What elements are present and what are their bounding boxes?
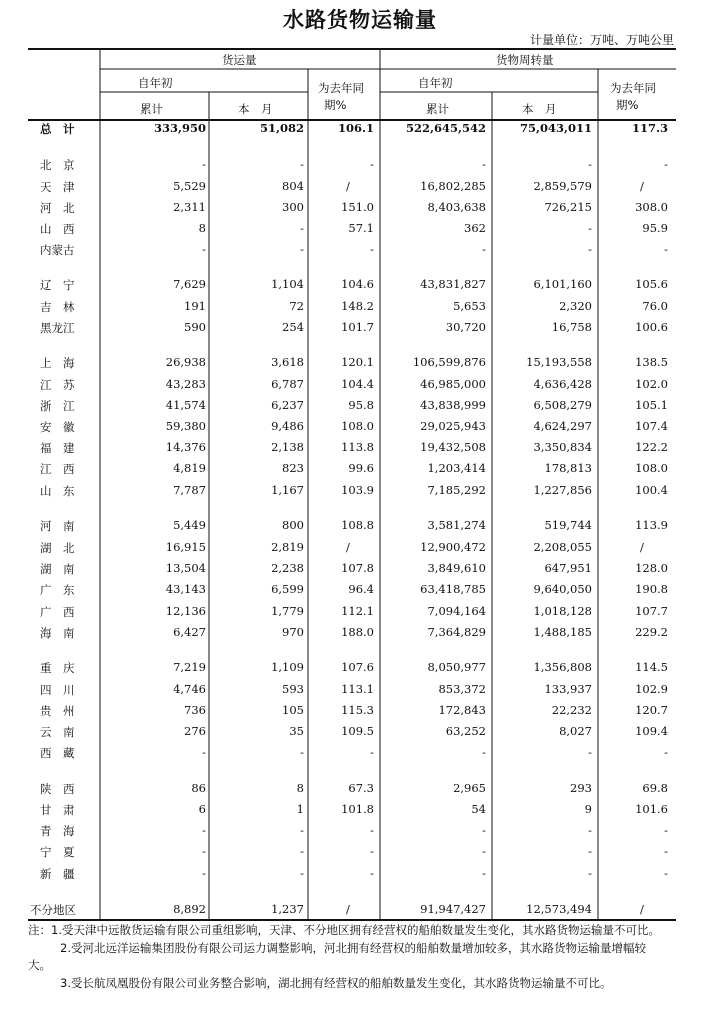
table-row	[0, 179, 720, 199]
table-row	[0, 157, 720, 177]
cell-col-3: 67.3	[348, 781, 374, 795]
cell-col-5: 8,027	[559, 724, 592, 738]
cell-col-4: -	[482, 157, 486, 171]
cell-col-5: -	[588, 221, 592, 235]
cell-col-3: 112.1	[341, 604, 374, 618]
cell-col-1: -	[202, 242, 206, 256]
cell-col-3: -	[370, 844, 374, 858]
cell-col-5: 6,508,279	[533, 398, 592, 412]
cell-col-6: /	[640, 902, 644, 916]
cell-col-5: 1,227,856	[533, 483, 592, 497]
cell-col-3: 108.8	[341, 518, 374, 532]
cell-col-4: -	[482, 866, 486, 880]
cell-col-2: 6,237	[271, 398, 304, 412]
cell-col-2: 970	[282, 625, 304, 639]
cell-col-3: 113.1	[341, 682, 374, 696]
table-row	[0, 745, 720, 765]
region-label: 上 海	[40, 356, 75, 370]
region-label: 西 藏	[40, 746, 75, 760]
region-label: 不分地区	[30, 903, 76, 917]
cell-col-4: 46,985,000	[420, 377, 486, 391]
cell-col-2: 72	[289, 299, 304, 313]
cell-col-5: -	[588, 866, 592, 880]
cell-col-4: 8,050,977	[427, 660, 486, 674]
cell-col-1: 4,819	[173, 461, 206, 475]
cell-col-1: 6,427	[173, 625, 206, 639]
header-this-month-2: 本 月	[522, 102, 557, 116]
cell-col-5: 9,640,050	[533, 582, 592, 596]
table-row	[0, 483, 720, 503]
cell-col-6: -	[664, 242, 668, 256]
cell-col-5: -	[588, 844, 592, 858]
cell-col-1: 41,574	[165, 398, 206, 412]
region-label: 宁 夏	[40, 845, 75, 859]
cell-col-2: 823	[282, 461, 304, 475]
cell-col-2: 1,104	[271, 277, 304, 291]
region-label: 山 东	[40, 484, 75, 498]
cell-col-1: 8,892	[173, 902, 206, 916]
cell-col-4: 43,838,999	[420, 398, 486, 412]
cell-col-5: 133,937	[544, 682, 592, 696]
cell-col-1: -	[202, 157, 206, 171]
region-label: 贵 州	[40, 704, 75, 718]
cell-col-1: 43,283	[165, 377, 206, 391]
table-row	[0, 299, 720, 319]
cell-col-5: 1,356,808	[533, 660, 592, 674]
cell-col-5: 2,859,579	[533, 179, 592, 193]
table-row	[0, 823, 720, 843]
cell-col-6: /	[640, 540, 644, 554]
region-label: 广 东	[40, 583, 75, 597]
cell-col-1: 16,915	[165, 540, 206, 554]
cell-col-2: 2,238	[271, 561, 304, 575]
cell-col-3: 104.4	[341, 377, 374, 391]
cell-col-5: 22,232	[551, 703, 592, 717]
cell-col-4: 91,947,427	[420, 902, 486, 916]
cell-col-2: 105	[282, 703, 304, 717]
cell-col-6: 69.8	[642, 781, 668, 795]
cell-col-6: 114.5	[635, 660, 668, 674]
cell-col-3: 113.8	[341, 440, 374, 454]
table-row	[0, 518, 720, 538]
table-row	[0, 561, 720, 581]
cell-col-5: 16,758	[551, 320, 592, 334]
cell-col-6: 122.2	[635, 440, 668, 454]
cell-col-4: -	[482, 242, 486, 256]
cell-col-5: 1,018,128	[533, 604, 592, 618]
cell-col-5: -	[588, 823, 592, 837]
cell-col-1: 8	[198, 221, 206, 235]
cell-col-3: /	[346, 540, 350, 554]
cell-col-2: 2,138	[271, 440, 304, 454]
note-3: 3.受长航凤凰股份有限公司业务整合影响，湖北拥有经营权的船舶数量发生变化，其水路货物运输量不可比。	[60, 975, 612, 990]
cell-col-6: 76.0	[642, 299, 668, 313]
cell-col-6: 105.1	[635, 398, 668, 412]
cell-col-5: 9	[584, 802, 592, 816]
cell-col-6: 95.9	[642, 221, 668, 235]
cell-col-3: /	[346, 902, 350, 916]
cell-col-2: 1,779	[271, 604, 304, 618]
cell-col-4: 29,025,943	[420, 419, 486, 433]
cell-col-1: 2,311	[173, 200, 206, 214]
cell-col-3: 151.0	[341, 200, 374, 214]
cell-col-6: -	[664, 844, 668, 858]
region-label: 陕 西	[40, 782, 75, 796]
cell-col-6: 105.6	[635, 277, 668, 291]
cell-col-4: 16,802,285	[420, 179, 486, 193]
cell-col-1: 6	[198, 802, 206, 816]
region-label: 福 建	[40, 441, 75, 455]
cell-col-1: 12,136	[165, 604, 206, 618]
table-row	[0, 703, 720, 723]
cell-col-3: 115.3	[341, 703, 374, 717]
cell-col-6: 107.7	[635, 604, 668, 618]
header-this-month-1: 本 月	[238, 102, 273, 116]
cell-col-4: 12,900,472	[420, 540, 486, 554]
cell-col-3: 120.1	[341, 355, 374, 369]
cell-col-1: 276	[184, 724, 206, 738]
cell-col-1: 736	[184, 703, 206, 717]
cell-col-3: 107.6	[341, 660, 374, 674]
table-row	[0, 355, 720, 375]
cell-col-1: 7,629	[173, 277, 206, 291]
cell-col-5: 4,636,428	[533, 377, 592, 391]
cell-col-4: 7,185,292	[427, 483, 486, 497]
cell-col-3: 148.2	[341, 299, 374, 313]
cell-col-2: -	[300, 745, 304, 759]
region-label: 辽 宁	[40, 278, 75, 292]
cell-col-4: 7,094,164	[427, 604, 486, 618]
header-yoy-1a: 为去年同	[318, 81, 364, 95]
cell-col-5: 3,350,834	[533, 440, 592, 454]
cell-col-2: 8	[296, 781, 304, 795]
cell-col-6: 102.9	[635, 682, 668, 696]
cell-col-1: 59,380	[165, 419, 206, 433]
cell-col-1: 7,787	[173, 483, 206, 497]
cell-col-5: 6,101,160	[533, 277, 592, 291]
header-yoy-1b: 期%	[324, 98, 347, 112]
table-row	[0, 277, 720, 297]
cell-col-1: 26,938	[165, 355, 206, 369]
cell-col-2: 6,787	[271, 377, 304, 391]
cell-col-3: 107.8	[341, 561, 374, 575]
cell-col-4: 362	[464, 221, 486, 235]
cell-col-6: 120.7	[635, 703, 668, 717]
cell-col-2: 1,109	[271, 660, 304, 674]
cell-col-2: -	[300, 242, 304, 256]
region-label: 浙 江	[40, 399, 75, 413]
cell-col-5: -	[588, 242, 592, 256]
table-row	[0, 604, 720, 624]
cell-col-4: 8,403,638	[427, 200, 486, 214]
region-label: 重 庆	[40, 661, 75, 675]
region-label: 安 徽	[40, 420, 75, 434]
cell-col-6: 128.0	[635, 561, 668, 575]
unit-label: 计量单位：万吨、万吨公里	[529, 33, 674, 47]
cell-col-2: 1,167	[271, 483, 304, 497]
cell-col-3: 109.5	[341, 724, 374, 738]
cell-col-1: 4,746	[173, 682, 206, 696]
cell-col-3: 57.1	[348, 221, 374, 235]
region-label: 湖 南	[40, 562, 75, 576]
cell-col-6: 102.0	[635, 377, 668, 391]
page-title: 水路货物运输量	[283, 8, 437, 32]
region-label: 北 京	[40, 158, 75, 172]
cell-col-4: 43,831,827	[420, 277, 486, 291]
note-1: 注：1.受天津中远散货运输有限公司重组影响，天津、不分地区拥有经营权的船舶数量发生变化，其水路货物运输量不可比。	[28, 923, 660, 937]
cell-col-4: -	[482, 745, 486, 759]
cell-col-6: 100.4	[635, 483, 668, 497]
cell-col-5: -	[588, 745, 592, 759]
cell-col-6: -	[664, 157, 668, 171]
region-label: 海 南	[40, 626, 75, 640]
cell-col-3: 188.0	[341, 625, 374, 639]
cell-col-4: 853,372	[438, 682, 486, 696]
table-row	[0, 682, 720, 702]
cell-col-2: 6,599	[271, 582, 304, 596]
cell-col-2: 300	[282, 200, 304, 214]
cell-col-3: -	[370, 242, 374, 256]
cell-col-6: -	[664, 866, 668, 880]
cell-col-1: 5,449	[173, 518, 206, 532]
table-row	[0, 802, 720, 822]
cell-col-4: 172,843	[438, 703, 486, 717]
cell-col-6: /	[640, 179, 644, 193]
cell-col-6: 108.0	[635, 461, 668, 475]
table-row	[0, 625, 720, 645]
cell-col-2: -	[300, 221, 304, 235]
cell-col-2: 3,618	[271, 355, 304, 369]
cell-col-1: 13,504	[165, 561, 206, 575]
cell-col-2: 35	[289, 724, 304, 738]
cell-col-3: 96.4	[348, 582, 374, 596]
header-cumulative-2: 累计	[426, 102, 449, 116]
cell-col-2: 800	[282, 518, 304, 532]
table-row	[0, 221, 720, 241]
table-row	[0, 902, 720, 922]
table-row	[0, 582, 720, 602]
cell-col-5: 293	[570, 781, 592, 795]
table-row	[0, 320, 720, 340]
cell-col-6: -	[664, 745, 668, 759]
table-row	[0, 398, 720, 418]
cell-col-5: 12,573,494	[526, 902, 592, 916]
cell-col-5: 15,193,558	[526, 355, 592, 369]
cell-col-1: 86	[191, 781, 206, 795]
region-label: 新 疆	[40, 867, 75, 881]
cell-col-4: 63,252	[445, 724, 486, 738]
cell-col-1: -	[202, 844, 206, 858]
region-label: 河 南	[40, 519, 75, 533]
table-row	[0, 540, 720, 560]
table-row	[0, 242, 720, 262]
cell-col-6: 190.8	[635, 582, 668, 596]
cell-col-5: 726,215	[544, 200, 592, 214]
cell-col-3: 106.1	[337, 121, 374, 135]
cell-col-2: -	[300, 823, 304, 837]
cell-col-4: 1,203,414	[427, 461, 486, 475]
header-yoy-2a: 为去年同	[610, 81, 656, 95]
cell-col-3: -	[370, 866, 374, 880]
cell-col-4: -	[482, 844, 486, 858]
table-row	[0, 377, 720, 397]
cell-col-1: 590	[184, 320, 206, 334]
table-row	[0, 461, 720, 481]
cell-col-3: 101.7	[341, 320, 374, 334]
cell-col-2: 254	[282, 320, 304, 334]
region-label: 江 苏	[40, 378, 75, 392]
cell-col-1: 43,143	[165, 582, 206, 596]
cell-col-1: 5,529	[173, 179, 206, 193]
cell-col-5: 75,043,011	[519, 121, 592, 135]
cell-col-1: 191	[184, 299, 206, 313]
cell-col-1: -	[202, 823, 206, 837]
header-freight-volume: 货运量	[222, 53, 257, 67]
region-label: 黑龙江	[40, 321, 75, 335]
cell-col-6: 117.3	[631, 121, 668, 135]
cell-col-3: -	[370, 745, 374, 759]
header-yoy-2b: 期%	[616, 98, 639, 112]
table-row	[0, 419, 720, 439]
header-since-jan-1: 自年初	[138, 76, 173, 90]
cell-col-5: 647,951	[544, 561, 592, 575]
cell-col-5: 2,320	[559, 299, 592, 313]
cell-col-4: 106,599,876	[412, 355, 486, 369]
cell-col-5: 4,624,297	[533, 419, 592, 433]
region-label: 江 西	[40, 462, 75, 476]
region-label: 天 津	[40, 180, 75, 194]
region-label: 四 川	[40, 683, 75, 697]
cell-col-1: -	[202, 866, 206, 880]
cell-col-2: -	[300, 844, 304, 858]
region-label: 广 西	[40, 605, 75, 619]
region-label: 吉 林	[40, 300, 75, 314]
cell-col-3: 104.6	[341, 277, 374, 291]
cell-col-4: 5,653	[453, 299, 486, 313]
region-label: 甘 肃	[40, 803, 75, 817]
cell-col-6: 308.0	[635, 200, 668, 214]
table-row	[0, 781, 720, 801]
cell-col-4: 3,581,274	[427, 518, 486, 532]
table-row	[0, 866, 720, 886]
cell-col-6: 109.4	[635, 724, 668, 738]
cell-col-4: 30,720	[445, 320, 486, 334]
note-2: 2.受河北远洋运输集团股份有限公司运力调整影响，河北拥有经营权的船舶数量增加较多，其水路货物运输量增幅较大。	[28, 940, 646, 972]
cell-col-2: -	[300, 866, 304, 880]
cell-col-3: 95.8	[348, 398, 374, 412]
cell-col-2: 1,237	[271, 902, 304, 916]
table-row	[0, 440, 720, 460]
cell-col-2: -	[300, 157, 304, 171]
cell-col-5: -	[588, 157, 592, 171]
cell-col-6: 101.6	[635, 802, 668, 816]
cell-col-3: 101.8	[341, 802, 374, 816]
region-label: 云 南	[40, 725, 75, 739]
cell-col-1: 14,376	[165, 440, 206, 454]
cell-col-3: -	[370, 823, 374, 837]
cell-col-6: 138.5	[635, 355, 668, 369]
notes	[28, 922, 668, 992]
table-row	[0, 724, 720, 744]
cell-col-1: 7,219	[173, 660, 206, 674]
cell-col-2: 593	[282, 682, 304, 696]
cell-col-3: 103.9	[341, 483, 374, 497]
table-row	[0, 660, 720, 680]
region-label: 河 北	[40, 201, 75, 215]
cell-col-2: 2,819	[271, 540, 304, 554]
cell-col-4: -	[482, 823, 486, 837]
cell-col-3: 99.6	[348, 461, 374, 475]
region-label: 湖 北	[40, 541, 75, 555]
total-row	[0, 121, 720, 141]
cell-col-3: /	[346, 179, 350, 193]
region-label: 山 西	[40, 222, 75, 236]
table-row	[0, 200, 720, 220]
cell-col-1: 333,950	[153, 121, 206, 135]
cell-col-3: -	[370, 157, 374, 171]
cell-col-6: 229.2	[635, 625, 668, 639]
region-label: 青 海	[40, 824, 75, 838]
cell-col-4: 522,645,542	[405, 121, 486, 135]
cell-col-5: 178,813	[544, 461, 592, 475]
cell-col-6: 113.9	[635, 518, 668, 532]
header-since-jan-2: 自年初	[418, 76, 453, 90]
cell-col-4: 19,432,508	[420, 440, 486, 454]
region-label: 总 计	[40, 122, 75, 136]
cell-col-4: 54	[471, 802, 486, 816]
cell-col-5: 1,488,185	[533, 625, 592, 639]
cell-col-2: 51,082	[259, 121, 304, 135]
cell-col-4: 2,965	[453, 781, 486, 795]
cell-col-5: 519,744	[544, 518, 592, 532]
cell-col-1: -	[202, 745, 206, 759]
cell-col-4: 3,849,610	[427, 561, 486, 575]
cell-col-4: 63,418,785	[420, 582, 486, 596]
cell-col-6: 107.4	[635, 419, 668, 433]
cell-col-2: 1	[296, 802, 304, 816]
cell-col-4: 7,364,829	[427, 625, 486, 639]
cell-col-6: 100.6	[635, 320, 668, 334]
header-cumulative-1: 累计	[140, 102, 163, 116]
cell-col-6: -	[664, 823, 668, 837]
cell-col-5: 2,208,055	[533, 540, 592, 554]
region-label: 内蒙古	[40, 243, 75, 257]
table-row	[0, 844, 720, 864]
cell-col-2: 804	[282, 179, 304, 193]
cell-col-2: 9,486	[271, 419, 304, 433]
header-freight-turnover: 货物周转量	[496, 53, 554, 67]
cell-col-3: 108.0	[341, 419, 374, 433]
